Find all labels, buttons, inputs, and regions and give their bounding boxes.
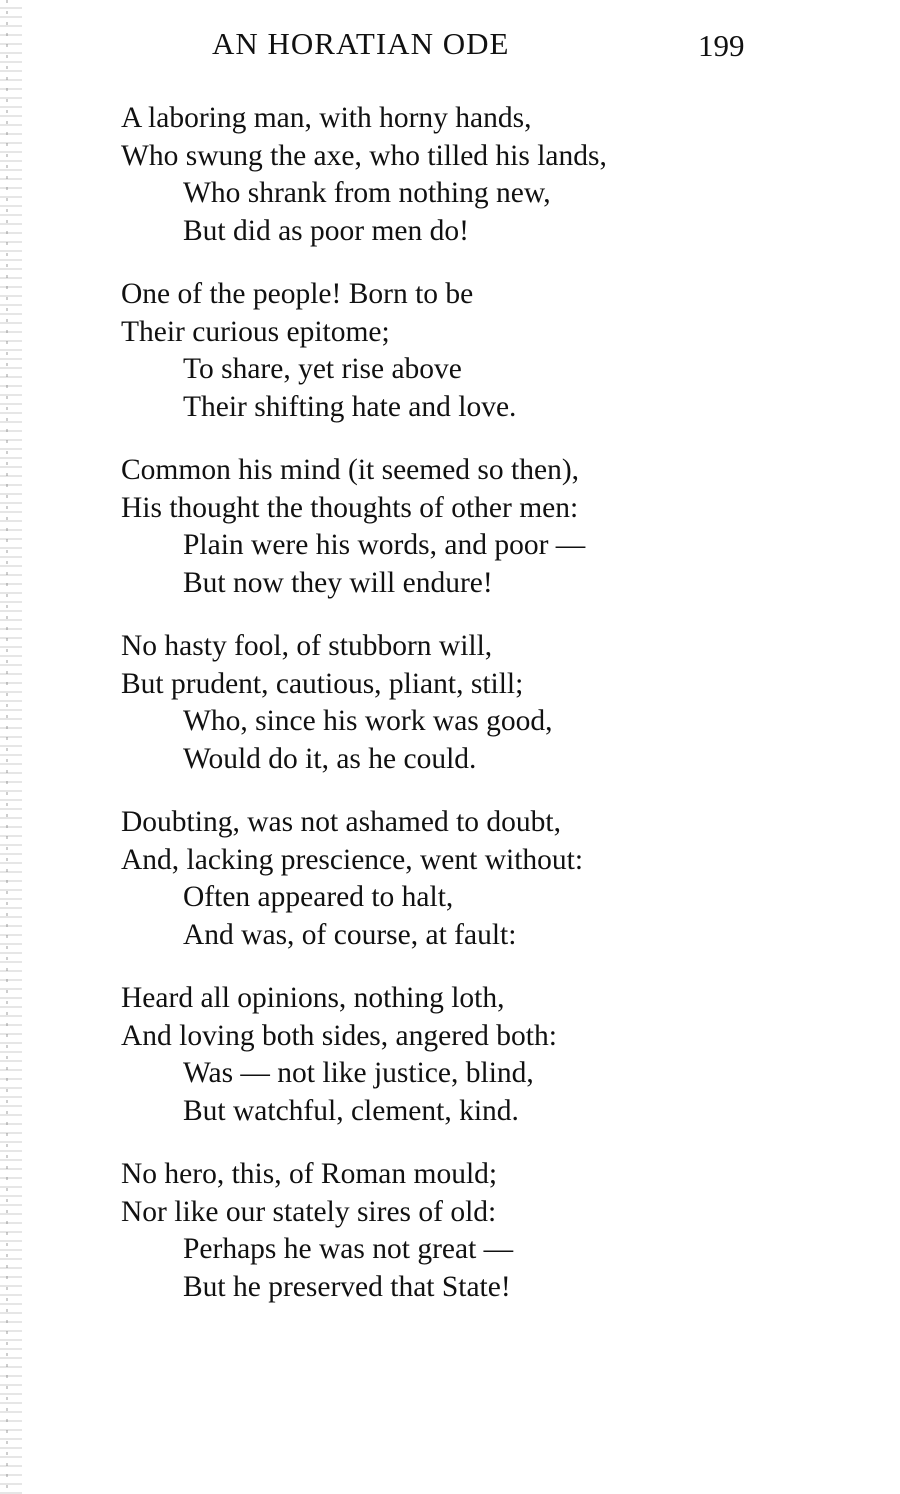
running-title: AN HORATIAN ODE (212, 26, 510, 61)
poem-line: Their curious epitome; (121, 315, 390, 348)
poem-line: His thought the thoughts of other men: (121, 491, 579, 524)
poem-line: Often appeared to halt, (183, 881, 454, 913)
poem-line: But prudent, cautious, pliant, still; (121, 667, 524, 700)
poem-line: Who swung the axe, who tilled his lands, (121, 139, 607, 172)
poem-line: No hero, this, of Roman mould; (121, 1158, 498, 1190)
page-number: 199 (698, 28, 745, 63)
stanza (121, 276, 741, 426)
poem-line: Their shifting hate and love. (183, 390, 517, 423)
poem-line: Heard all opinions, nothing loth, (121, 982, 505, 1014)
poem-line: No hasty fool, of stubborn will, (121, 630, 493, 662)
poem-line: Was — not like justice, blind, (183, 1057, 534, 1089)
poem-body (121, 100, 741, 1332)
stanza (121, 1156, 741, 1306)
poem-line: And was, of course, at fault: (183, 918, 517, 951)
poem-line: Plain were his words, and poor — (183, 529, 586, 561)
poem-line: And loving both sides, angered both: (121, 1019, 557, 1052)
scan-binding-edge (0, 0, 22, 1494)
page-header (0, 26, 900, 76)
stanza (121, 100, 741, 250)
poem-line: Nor like our stately sires of old: (121, 1195, 497, 1228)
poem-line: Doubting, was not ashamed to doubt, (121, 806, 561, 838)
poem-line: Who, since his work was good, (183, 705, 553, 737)
poem-line: Common his mind (it seemed so then), (121, 454, 580, 486)
stanza (121, 452, 741, 602)
poem-line: One of the people! Born to be (121, 278, 474, 310)
stanza (121, 980, 741, 1130)
poem-line: But did as poor men do! (183, 214, 469, 247)
poem-line: A laboring man, with horny hands, (121, 102, 532, 134)
poem-line: And, lacking prescience, went without: (121, 843, 584, 876)
poem-line: But watchful, clement, kind. (183, 1094, 519, 1127)
stanza (121, 804, 741, 954)
poem-line: But now they will endure! (183, 566, 493, 599)
poem-line: But he preserved that State! (183, 1270, 511, 1303)
poem-line: Would do it, as he could. (183, 742, 477, 775)
poem-line: To share, yet rise above (183, 353, 462, 385)
poem-line: Perhaps he was not great — (183, 1233, 514, 1265)
stanza (121, 628, 741, 778)
poem-line: Who shrank from nothing new, (183, 177, 551, 209)
